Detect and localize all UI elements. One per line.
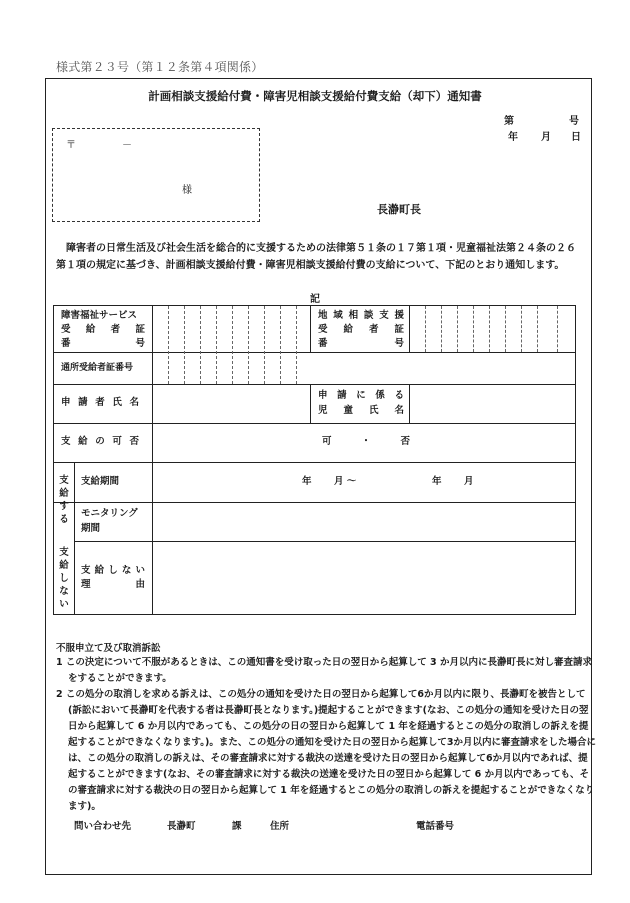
welfare-service-cert-label-2: 受 給 者 証	[61, 324, 145, 335]
applicant-name-label: 申 請 者 氏 名	[61, 397, 139, 408]
contact-address: 住所	[270, 821, 290, 832]
grant-period-label: 支給期間	[81, 476, 120, 487]
community-support-cert-label-3: 番 号	[318, 338, 404, 349]
deny-group-label: 支給しない	[59, 547, 69, 610]
details-table	[53, 305, 576, 615]
grant-decision-value: 可 ・ 否	[322, 436, 410, 447]
contact-label: 問い合わせ先	[74, 821, 132, 832]
deny-reason-label-1: 支 給 し な い	[81, 565, 145, 576]
child-name-label-1: 申 請 に 係 る	[318, 390, 404, 401]
period-end-month: 月	[464, 476, 474, 487]
sender-name: 長瀞町長	[377, 203, 421, 216]
contact-phone: 電話番号	[416, 821, 455, 832]
community-support-cert-label-1: 地 域 相 談 支 援	[318, 310, 404, 321]
postal-dash: －	[122, 140, 132, 151]
period-end-year: 年	[432, 476, 442, 487]
community-support-cert-label-2: 受 給 者 証	[318, 324, 404, 335]
date-month: 月	[541, 132, 551, 143]
period-start-month: 月 〜	[334, 476, 357, 487]
notice-body-text: 障害者の日常生活及び社会生活を総合的に支援するための法律第５１条の１７第１項・児童福祉法第２４条の２６第１項の規定に基づき、計画相談支援給付費・障害児相談支援給付費の支給について、下記のとおり通知します。	[56, 243, 576, 271]
contact-section: 課	[232, 821, 242, 832]
recipient-honorific: 様	[182, 185, 192, 196]
deny-reason-label-2: 理 由	[81, 579, 145, 590]
grant-group-label: 支給する	[59, 475, 69, 525]
welfare-service-cert-label-3: 番 号	[61, 338, 145, 349]
number-suffix: 号	[569, 116, 579, 127]
form-reference: 様式第２３号（第１２条第４項関係）	[56, 60, 264, 74]
period-start-year: 年	[302, 476, 312, 487]
grant-decision-label: 支 給 の 可 否	[61, 436, 139, 447]
contact-town: 長瀞町	[167, 821, 196, 832]
child-name-label-2: 児 童 氏 名	[318, 405, 404, 416]
date-year: 年	[508, 132, 518, 143]
appeal-note-2: 2 この処分の取消しを求める訴えは、この処分の通知を受けた日の翌日から起算して6か月以内に限り、長瀞町を被告として(訴訟において長瀞町を代表する者は長瀞町長となります。)提起することができます(なお、この処分の通知を受けた日の翌日から起算して 6 か月以内であっても、この処分の日の翌日から起算して 1 年を経過するとこの処分の取消しの訴えを提起することができなくなります。)。また、この処分の通知を受けた日の翌日から起算して3か月以内に審査請求をした場合には、この処分の取消しの訴えは、その審査請求に対する裁決の送達を受けた日の翌日から起算して6か月以内であれば、提起することができます(なお、その審査請求に対する裁決の送達を受けた日の翌日から起算して 6 か月以内であっても、その審査請求に対する裁決の日の翌日から起算して 1 年を経過するとこの処分の取消しの訴えを提起することができなくなります)。	[56, 689, 596, 812]
welfare-service-cert-label-1: 障害福祉サービス	[61, 310, 138, 321]
number-label: 第	[504, 116, 514, 127]
monitoring-label-1: モニタリング	[81, 508, 138, 519]
monitoring-label-2: 期間	[81, 523, 101, 534]
appeal-note-1: 1 この決定について不服があるときは、この通知書を受け取った日の翌日から起算して 3 か月以内に長瀞町長に対し審査請求をすることができます。	[56, 657, 592, 684]
appeal-notes-title: 不服申立て及び取消訴訟	[56, 643, 161, 654]
day-service-cert-label: 通所受給者証番号	[61, 363, 134, 373]
document-title: 計画相談支援給付費・障害児相談支援給付費支給（却下）通知書	[148, 89, 482, 103]
recipient-address-box	[52, 128, 260, 222]
postal-mark: 〒	[66, 140, 76, 151]
ki-heading: 記	[310, 294, 320, 305]
date-day: 日	[571, 132, 581, 143]
